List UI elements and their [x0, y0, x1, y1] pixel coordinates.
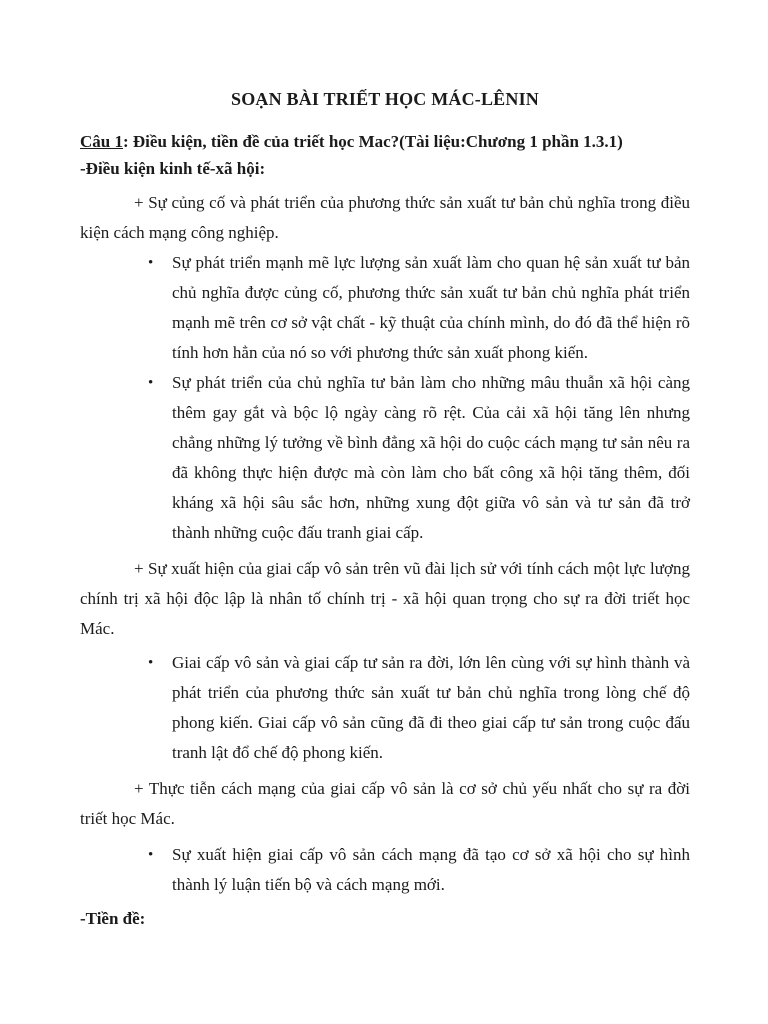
question-heading: [80, 128, 690, 155]
list-item: [80, 840, 690, 900]
bullet-marker-icon: •: [148, 847, 154, 863]
paragraph-proletariat-appearance: + Sự xuất hiện của giai cấp vô sản trên vũ đài lịch sử với tính cách một lực lượng chính trị xã hội độc lập là nhân tố chính trị - xã hội quan trọng cho sự ra đời triết học Mác.: [80, 559, 690, 638]
bullet-marker-icon: •: [148, 375, 154, 391]
list-item-text: Sự phát triển của chủ nghĩa tư bản làm cho những mâu thuẫn xã hội càng thêm gay gắt và bộc lộ ngày càng rõ rệt. Của cải xã hội tăng lên nhưng chẳng những lý tưởng về bình đẳng xã hội do cuộc cách mạng tư sản nêu ra đã không thực hiện được mà còn làm cho bất công xã hội tăng thêm, đối kháng xã hội sâu sắc hơn, những xung đột giữa vô sản và tư sản đã trở thành những cuộc đấu tranh giai cấp.: [172, 373, 690, 542]
bullet-list-social-basis: [80, 840, 690, 900]
section-heading-premise: -Tiền đề:: [80, 909, 146, 928]
bullet-list-class-struggle: [80, 648, 690, 768]
bullet-marker-icon: •: [148, 655, 154, 671]
list-item: [80, 368, 690, 548]
question-text: : Điều kiện, tiền đề của triết học Mac?(Tài liệu:Chương 1 phần 1.3.1): [122, 132, 623, 151]
bullet-marker-icon: •: [148, 255, 154, 271]
paragraph-revolutionary-practice: + Thực tiễn cách mạng của giai cấp vô sản là cơ sở chủ yếu nhất cho sự ra đời triết học Mác.: [80, 779, 690, 828]
paragraph-consolidation: + Sự củng cố và phát triển của phương thức sản xuất tư bản chủ nghĩa trong điều kiện cách mạng công nghiệp.: [80, 193, 690, 242]
section-heading-economic-social: -Điều kiện kinh tế-xã hội:: [80, 159, 266, 178]
list-item-text: Sự xuất hiện giai cấp vô sản cách mạng đã tạo cơ sở xã hội cho sự hình thành lý luận tiến bộ và cách mạng mới.: [172, 845, 690, 894]
list-item: [80, 248, 690, 368]
list-item: [80, 648, 690, 768]
document-title: SOẠN BÀI TRIẾT HỌC MÁC-LÊNIN: [231, 89, 539, 109]
question-label: Câu 1: [80, 132, 123, 151]
list-item-text: Sự phát triển mạnh mẽ lực lượng sản xuất làm cho quan hệ sản xuất tư bản chủ nghĩa được củng cố, phương thức sản xuất tư bản chủ nghĩa phát triển mạnh mẽ trên cơ sở vật chất - kỹ thuật của chính mình, do đó đã thể hiện rõ tính hơn hẳn của nó so với phương thức sản xuất phong kiến.: [172, 253, 690, 362]
list-item-text: Giai cấp vô sản và giai cấp tư sản ra đời, lớn lên cùng với sự hình thành và phát triển của phương thức sản xuất tư bản chủ nghĩa trong lòng chế độ phong kiến. Giai cấp vô sản cũng đã đi theo giai cấp tư sản trong cuộc đấu tranh lật đổ chế độ phong kiến.: [172, 653, 690, 762]
bullet-list-economic: [80, 248, 690, 548]
